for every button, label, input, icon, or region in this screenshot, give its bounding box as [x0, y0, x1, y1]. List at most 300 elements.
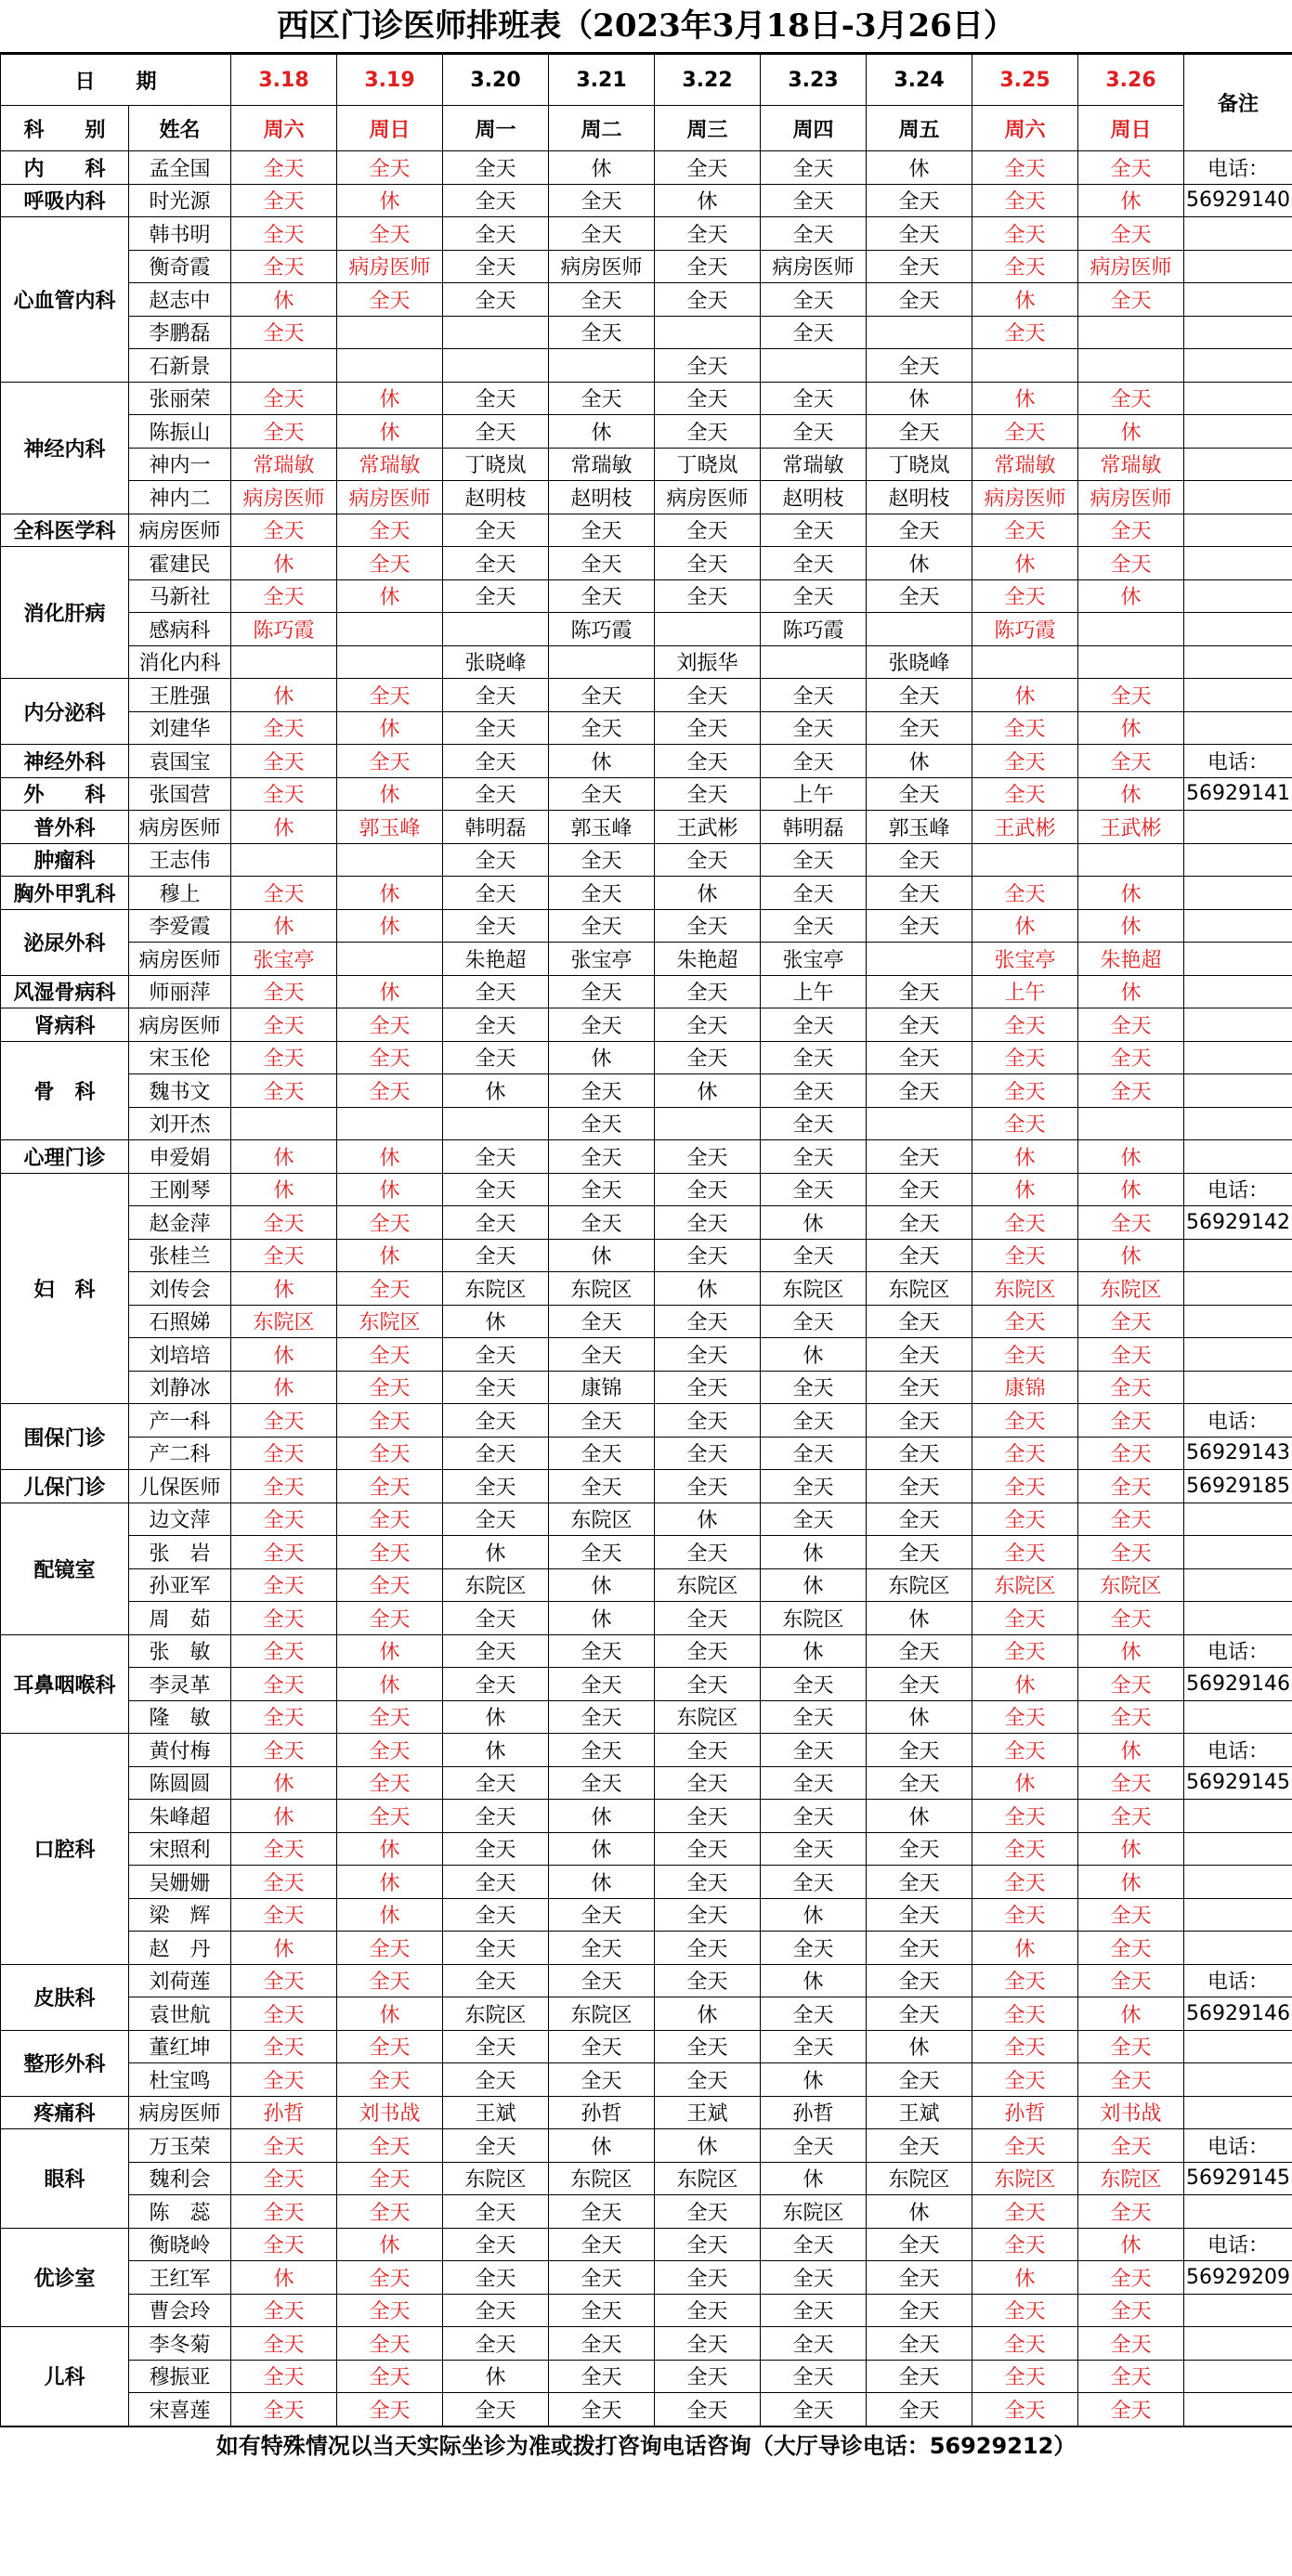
schedule-cell: 朱艳超	[1078, 943, 1184, 976]
doctor-name: 感病科	[129, 613, 231, 646]
note-cell	[1184, 2393, 1292, 2426]
schedule-cell: 休	[231, 1371, 337, 1404]
schedule-cell: 全天	[972, 1074, 1078, 1108]
schedule-cell: 东院区	[443, 2162, 549, 2195]
schedule-cell: 全天	[655, 2261, 761, 2295]
schedule-cell: 全天	[337, 679, 443, 712]
schedule-cell: 全天	[231, 514, 337, 547]
schedule-cell: 全天	[337, 1404, 443, 1438]
schedule-cell: 常瑞敏	[337, 448, 443, 481]
schedule-cell: 全天	[337, 2393, 443, 2426]
schedule-cell: 全天	[972, 2393, 1078, 2426]
schedule-cell: 全天	[972, 1536, 1078, 1569]
table-row	[1, 217, 1292, 251]
schedule-cell: 全天	[761, 843, 867, 877]
schedule-cell: 休	[337, 579, 443, 613]
table-row	[1, 1602, 1292, 1635]
schedule-cell: 全天	[761, 1239, 867, 1272]
schedule-cell: 休	[867, 745, 972, 778]
schedule-cell: 全天	[761, 1503, 867, 1536]
schedule-cell: 全天	[761, 1404, 867, 1438]
schedule-cell: 东院区	[761, 2195, 867, 2229]
schedule-cell: 全天	[231, 711, 337, 745]
schedule-cell: 全天	[443, 745, 549, 778]
department-name: 口腔科	[1, 1734, 129, 1965]
schedule-cell: 全天	[549, 2063, 655, 2097]
schedule-cell: 全天	[443, 843, 549, 877]
schedule-cell: 全天	[761, 1668, 867, 1701]
date-label: 日 期	[1, 55, 231, 106]
schedule-cell: 全天	[655, 283, 761, 317]
schedule-cell: 全天	[443, 2195, 549, 2229]
department-name: 全科医学科	[1, 514, 129, 547]
schedule-cell	[655, 613, 761, 646]
doctor-name: 王胜强	[129, 679, 231, 712]
schedule-cell: 东院区	[867, 1272, 972, 1306]
table-row	[1, 1041, 1292, 1074]
schedule-cell: 休	[231, 1766, 337, 1800]
table-row	[1, 645, 1292, 679]
schedule-cell: 全天	[337, 1964, 443, 1997]
schedule-cell: 全天	[231, 745, 337, 778]
schedule-cell: 全天	[443, 1634, 549, 1668]
doctor-name: 产一科	[129, 1404, 231, 1438]
schedule-cell: 全天	[337, 1800, 443, 1833]
table-row	[1, 579, 1292, 613]
schedule-cell: 全天	[549, 909, 655, 943]
schedule-cell: 全天	[867, 217, 972, 251]
schedule-cell: 全天	[761, 1800, 867, 1833]
date-header: 3.26	[1078, 55, 1184, 106]
department-name: 整形外科	[1, 2030, 129, 2096]
schedule-cell: 休	[1078, 1866, 1184, 1899]
schedule-cell: 休	[549, 1041, 655, 1074]
schedule-cell	[549, 645, 655, 679]
schedule-cell: 王斌	[867, 2096, 972, 2129]
schedule-cell: 全天	[761, 1766, 867, 1800]
schedule-cell: 休	[761, 1536, 867, 1569]
table-row	[1, 382, 1292, 415]
schedule-cell: 全天	[655, 250, 761, 283]
doctor-name: 刘开杰	[129, 1107, 231, 1140]
schedule-cell: 休	[1078, 415, 1184, 449]
schedule-cell: 全天	[972, 1206, 1078, 1240]
schedule-cell: 全天	[443, 217, 549, 251]
schedule-cell	[443, 613, 549, 646]
schedule-cell: 全天	[549, 1173, 655, 1206]
schedule-cell: 全天	[1078, 2294, 1184, 2327]
schedule-cell: 全天	[549, 1932, 655, 1965]
table-row	[1, 250, 1292, 283]
schedule-cell: 病房医师	[337, 250, 443, 283]
schedule-cell: 全天	[549, 679, 655, 712]
schedule-cell: 全天	[867, 843, 972, 877]
schedule-cell: 全天	[867, 1371, 972, 1404]
note-cell	[1184, 382, 1292, 415]
schedule-cell: 休	[972, 1668, 1078, 1701]
schedule-cell: 全天	[761, 745, 867, 778]
schedule-cell: 全天	[655, 382, 761, 415]
schedule-cell: 东院区	[867, 2162, 972, 2195]
schedule-cell: 休	[337, 1668, 443, 1701]
schedule-cell: 全天	[867, 250, 972, 283]
schedule-cell: 全天	[231, 1602, 337, 1635]
table-row	[1, 679, 1292, 712]
schedule-cell: 休	[337, 1140, 443, 1174]
note-cell	[1184, 1568, 1292, 1602]
schedule-cell: 休	[867, 1602, 972, 1635]
schedule-cell: 全天	[337, 1734, 443, 1767]
schedule-cell: 休	[972, 679, 1078, 712]
doctor-name: 衡晓岭	[129, 2228, 231, 2261]
table-row	[1, 1668, 1292, 1701]
schedule-cell: 全天	[231, 777, 337, 811]
schedule-cell: 东院区	[443, 1272, 549, 1306]
schedule-cell: 全天	[443, 1832, 549, 1866]
schedule-cell: 全天	[1078, 1503, 1184, 1536]
schedule-cell: 全天	[1078, 679, 1184, 712]
schedule-cell: 休	[761, 1568, 867, 1602]
schedule-cell: 全天	[337, 1536, 443, 1569]
weekday-header: 周五	[867, 106, 972, 151]
schedule-cell: 全天	[549, 2195, 655, 2229]
schedule-cell: 东院区	[549, 1997, 655, 2031]
schedule-cell: 全天	[337, 1074, 443, 1108]
schedule-cell: 休	[1078, 1239, 1184, 1272]
schedule-cell: 全天	[443, 514, 549, 547]
schedule-cell: 全天	[655, 843, 761, 877]
schedule-cell: 全天	[443, 877, 549, 910]
schedule-cell: 全天	[443, 382, 549, 415]
table-row	[1, 1503, 1292, 1536]
schedule-cell: 全天	[761, 2030, 867, 2063]
note-cell	[1184, 1700, 1292, 1734]
table-row	[1, 184, 1292, 217]
schedule-cell: 全天	[443, 151, 549, 185]
schedule-cell: 全天	[231, 1964, 337, 1997]
schedule-cell	[337, 1107, 443, 1140]
note-cell	[1184, 1866, 1292, 1899]
doctor-name: 衡奇霞	[129, 250, 231, 283]
doctor-name: 隆 敏	[129, 1700, 231, 1734]
schedule-cell: 休	[761, 1338, 867, 1372]
table-row	[1, 1206, 1292, 1240]
schedule-cell	[655, 1107, 761, 1140]
schedule-cell: 全天	[655, 909, 761, 943]
table-row	[1, 1305, 1292, 1338]
schedule-cell: 休	[972, 909, 1078, 943]
date-header: 3.20	[443, 55, 549, 106]
table-row	[1, 2030, 1292, 2063]
schedule-cell: 全天	[443, 2327, 549, 2361]
schedule-cell: 全天	[761, 679, 867, 712]
schedule-cell: 休	[972, 382, 1078, 415]
note-cell	[1184, 283, 1292, 317]
note-cell: 电话：	[1184, 151, 1292, 185]
schedule-cell: 赵明枝	[443, 481, 549, 514]
schedule-cell: 全天	[549, 2030, 655, 2063]
schedule-cell: 全天	[761, 184, 867, 217]
doctor-name: 陈圆圆	[129, 1766, 231, 1800]
schedule-cell: 东院区	[972, 1272, 1078, 1306]
schedule-cell	[972, 843, 1078, 877]
department-name: 消化肝病	[1, 547, 129, 679]
schedule-cell: 全天	[655, 1964, 761, 1997]
table-row	[1, 1437, 1292, 1470]
schedule-cell	[337, 316, 443, 349]
schedule-cell: 东院区	[655, 2162, 761, 2195]
schedule-cell: 常瑞敏	[1078, 448, 1184, 481]
schedule-cell	[761, 349, 867, 383]
schedule-cell: 全天	[231, 2063, 337, 2097]
schedule-cell: 王斌	[655, 2096, 761, 2129]
schedule-cell: 全天	[231, 1700, 337, 1734]
schedule-cell: 全天	[231, 2393, 337, 2426]
table-row	[1, 811, 1292, 844]
schedule-cell: 全天	[655, 1766, 761, 1800]
table-row	[1, 1634, 1292, 1668]
schedule-cell: 全天	[867, 1898, 972, 1932]
schedule-cell: 休	[1078, 711, 1184, 745]
note-cell	[1184, 349, 1292, 383]
schedule-cell: 全天	[761, 2228, 867, 2261]
note-cell	[1184, 711, 1292, 745]
doctor-name: 张国营	[129, 777, 231, 811]
table-row	[1, 975, 1292, 1008]
schedule-cell: 全天	[1078, 2195, 1184, 2229]
schedule-cell: 全天	[443, 711, 549, 745]
note-header: 备注	[1184, 55, 1292, 151]
schedule-cell: 全天	[972, 514, 1078, 547]
table-row	[1, 1568, 1292, 1602]
department-name: 心理门诊	[1, 1140, 129, 1174]
schedule-cell: 全天	[337, 1602, 443, 1635]
doctor-name: 刘荷莲	[129, 1964, 231, 1997]
note-cell: 电话：	[1184, 1964, 1292, 1997]
schedule-cell	[337, 613, 443, 646]
schedule-cell: 全天	[231, 2228, 337, 2261]
schedule-cell: 全天	[972, 1700, 1078, 1734]
doctor-name: 刘传会	[129, 1272, 231, 1306]
schedule-cell: 休	[231, 679, 337, 712]
doctor-name: 病房医师	[129, 2096, 231, 2129]
date-header: 3.23	[761, 55, 867, 106]
schedule-cell: 全天	[972, 1866, 1078, 1899]
schedule-cell: 休	[337, 184, 443, 217]
schedule-cell: 全天	[761, 1140, 867, 1174]
schedule-cell: 全天	[443, 547, 549, 580]
schedule-cell: 全天	[231, 1437, 337, 1470]
note-cell	[1184, 811, 1292, 844]
schedule-cell: 全天	[337, 547, 443, 580]
schedule-cell	[761, 645, 867, 679]
schedule-cell: 全天	[867, 1008, 972, 1042]
schedule-cell: 东院区	[761, 1272, 867, 1306]
doctor-name: 刘建华	[129, 711, 231, 745]
schedule-cell: 韩明磊	[761, 811, 867, 844]
schedule-cell: 休	[549, 415, 655, 449]
doctor-name: 儿保医师	[129, 1470, 231, 1503]
schedule-cell: 休	[655, 1074, 761, 1108]
schedule-cell: 全天	[231, 1503, 337, 1536]
schedule-cell: 全天	[1078, 1008, 1184, 1042]
note-cell	[1184, 679, 1292, 712]
doctor-name: 师丽萍	[129, 975, 231, 1008]
schedule-cell: 全天	[231, 1668, 337, 1701]
schedule-cell: 全天	[972, 1964, 1078, 1997]
schedule-cell: 刘振华	[655, 645, 761, 679]
note-cell	[1184, 1272, 1292, 1306]
schedule-cell: 全天	[867, 1305, 972, 1338]
schedule-cell: 全天	[761, 2129, 867, 2163]
schedule-cell: 王武彬	[1078, 811, 1184, 844]
schedule-cell: 郭玉峰	[337, 811, 443, 844]
schedule-cell: 病房医师	[1078, 481, 1184, 514]
schedule-cell: 全天	[972, 1832, 1078, 1866]
schedule-cell: 全天	[1078, 1470, 1184, 1503]
schedule-cell: 休	[761, 1964, 867, 1997]
schedule-cell: 全天	[443, 579, 549, 613]
schedule-cell	[231, 843, 337, 877]
schedule-cell	[231, 645, 337, 679]
schedule-cell	[337, 645, 443, 679]
department-name: 泌尿外科	[1, 909, 129, 975]
note-cell	[1184, 579, 1292, 613]
doctor-name: 曹会玲	[129, 2294, 231, 2327]
schedule-cell: 全天	[443, 1338, 549, 1372]
schedule-cell: 休	[337, 1634, 443, 1668]
schedule-cell: 全天	[231, 1536, 337, 1569]
schedule-cell: 休	[443, 1305, 549, 1338]
table-row	[1, 1371, 1292, 1404]
schedule-cell: 全天	[867, 1239, 972, 1272]
schedule-cell: 全天	[549, 1206, 655, 1240]
schedule-cell: 全天	[549, 579, 655, 613]
table-row	[1, 1008, 1292, 1042]
schedule-cell: 全天	[867, 1470, 972, 1503]
note-cell	[1184, 2096, 1292, 2129]
schedule-cell: 全天	[761, 1734, 867, 1767]
schedule-cell	[972, 645, 1078, 679]
schedule-cell: 全天	[761, 909, 867, 943]
schedule-cell: 全天	[655, 2063, 761, 2097]
schedule-cell: 全天	[549, 382, 655, 415]
schedule-cell: 全天	[655, 217, 761, 251]
schedule-cell: 全天	[443, 1470, 549, 1503]
schedule-cell: 全天	[867, 1503, 972, 1536]
schedule-cell: 全天	[1078, 1932, 1184, 1965]
schedule-cell: 全天	[443, 2261, 549, 2295]
schedule-cell: 全天	[655, 151, 761, 185]
footer-note: 如有特殊情况以当天实际坐诊为准或拨打咨询电话咨询（大厅导诊电话：56929212）	[0, 2426, 1292, 2465]
schedule-cell: 全天	[761, 877, 867, 910]
schedule-cell: 全天	[549, 1734, 655, 1767]
schedule-cell: 全天	[337, 1700, 443, 1734]
schedule-cell: 东院区	[549, 1503, 655, 1536]
schedule-cell: 全天	[972, 1239, 1078, 1272]
schedule-cell	[549, 349, 655, 383]
schedule-cell: 全天	[231, 217, 337, 251]
schedule-cell: 全天	[867, 2063, 972, 2097]
table-row	[1, 2129, 1292, 2163]
doctor-name: 刘培培	[129, 1338, 231, 1372]
note-cell	[1184, 1008, 1292, 1042]
schedule-cell: 休	[231, 1173, 337, 1206]
schedule-cell: 东院区	[655, 1568, 761, 1602]
schedule-cell: 休	[443, 2360, 549, 2393]
schedule-cell: 全天	[867, 1668, 972, 1701]
department-name: 优诊室	[1, 2228, 129, 2327]
schedule-cell: 全天	[549, 711, 655, 745]
schedule-cell: 王斌	[443, 2096, 549, 2129]
schedule-cell: 张晓峰	[443, 645, 549, 679]
note-cell	[1184, 415, 1292, 449]
table-row	[1, 349, 1292, 383]
schedule-cell: 全天	[443, 1964, 549, 1997]
schedule-cell	[337, 349, 443, 383]
schedule-cell: 全天	[549, 217, 655, 251]
weekday-header: 周六	[231, 106, 337, 151]
doctor-name: 刘静冰	[129, 1371, 231, 1404]
schedule-cell: 全天	[231, 316, 337, 349]
schedule-cell: 全天	[443, 283, 549, 317]
schedule-cell: 休	[761, 1634, 867, 1668]
schedule-cell: 全天	[1078, 1437, 1184, 1470]
doctor-name: 张 敏	[129, 1634, 231, 1668]
schedule-cell: 全天	[655, 547, 761, 580]
doctor-name: 张 岩	[129, 1536, 231, 1569]
department-name: 疼痛科	[1, 2096, 129, 2129]
schedule-cell: 全天	[761, 2294, 867, 2327]
schedule-cell: 全天	[655, 1832, 761, 1866]
note-cell	[1184, 843, 1292, 877]
schedule-cell: 休	[443, 1074, 549, 1108]
schedule-cell: 全天	[231, 975, 337, 1008]
schedule-cell: 全天	[337, 1470, 443, 1503]
schedule-cell	[867, 316, 972, 349]
doctor-name: 魏书文	[129, 1074, 231, 1108]
schedule-cell: 全天	[231, 1634, 337, 1668]
schedule-cell: 全天	[1078, 1766, 1184, 1800]
schedule-cell: 休	[972, 283, 1078, 317]
schedule-cell: 休	[337, 711, 443, 745]
doctor-name: 霍建民	[129, 547, 231, 580]
schedule-cell	[655, 316, 761, 349]
department-name: 呼吸内科	[1, 184, 129, 217]
schedule-cell: 全天	[655, 1800, 761, 1833]
schedule-cell: 全天	[337, 2360, 443, 2393]
schedule-cell: 全天	[867, 2261, 972, 2295]
date-header: 3.25	[972, 55, 1078, 106]
note-cell: 56929140	[1184, 184, 1292, 217]
doctor-name: 申爱娟	[129, 1140, 231, 1174]
department-name: 皮肤科	[1, 1964, 129, 2030]
schedule-cell: 全天	[231, 1404, 337, 1438]
schedule-cell: 全天	[549, 2327, 655, 2361]
doctor-name: 李爱霞	[129, 909, 231, 943]
table-row	[1, 448, 1292, 481]
schedule-cell: 全天	[1078, 151, 1184, 185]
schedule-cell: 全天	[761, 1932, 867, 1965]
doctor-name: 边文萍	[129, 1503, 231, 1536]
schedule-cell: 陈巧霞	[972, 613, 1078, 646]
schedule-cell: 休	[337, 1832, 443, 1866]
schedule-cell: 休	[337, 1866, 443, 1899]
note-cell	[1184, 909, 1292, 943]
doctor-name: 李鹏磊	[129, 316, 231, 349]
weekday-header: 周二	[549, 106, 655, 151]
note-cell: 56929146	[1184, 1997, 1292, 2031]
